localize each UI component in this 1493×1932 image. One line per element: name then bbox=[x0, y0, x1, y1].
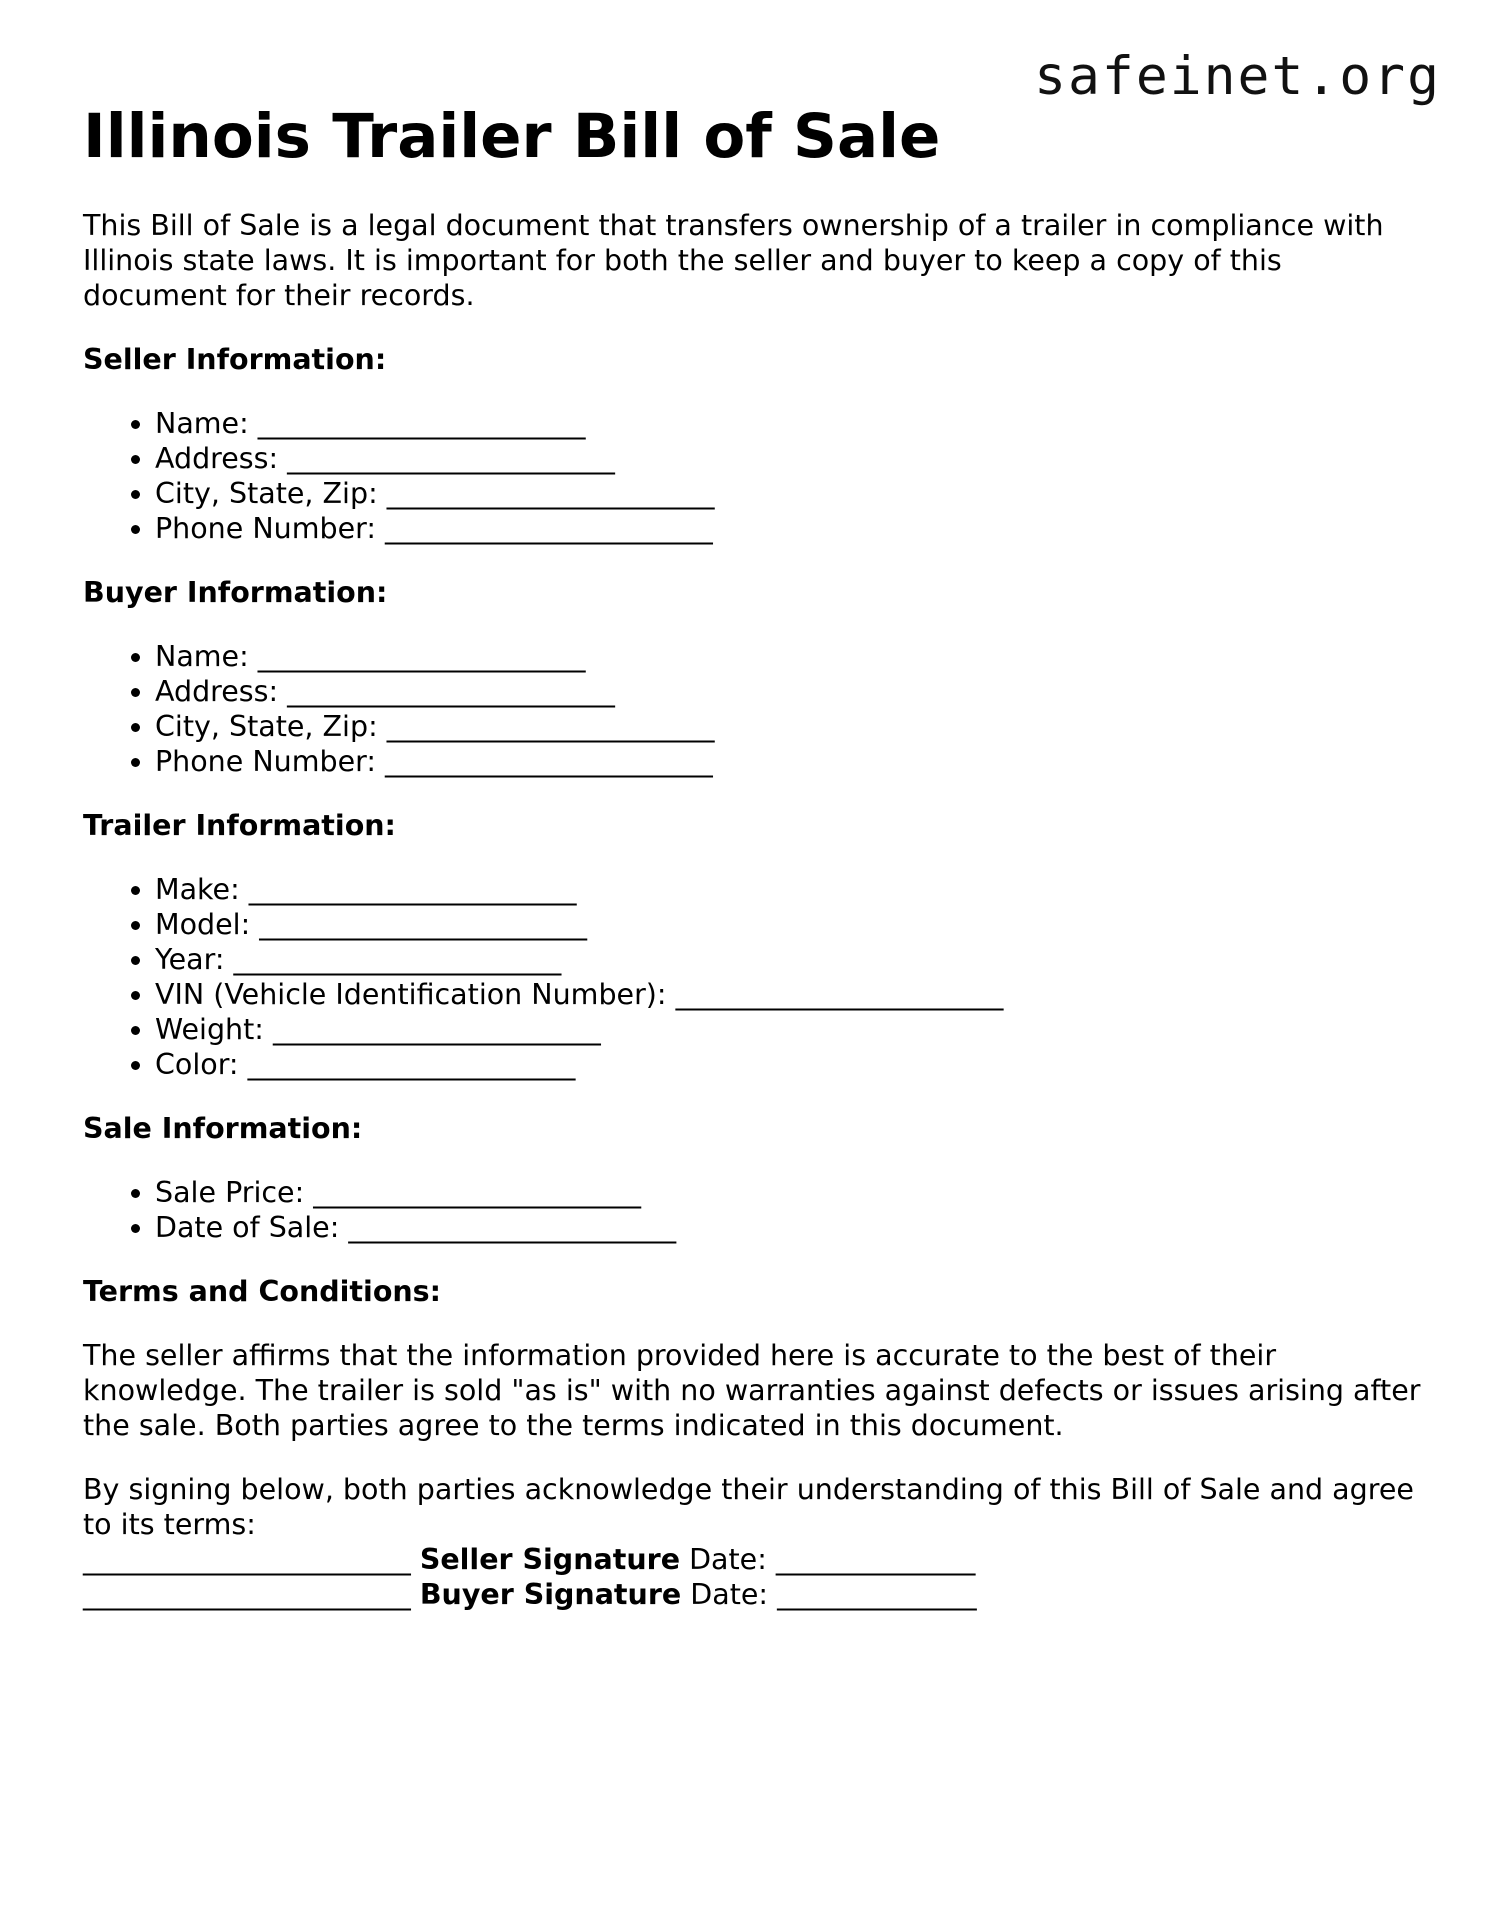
date-label: Date: bbox=[689, 1543, 767, 1577]
seller-fields-list bbox=[83, 406, 1423, 546]
buyer-field-city-state-zip: • City, State, Zip: _______________________ bbox=[155, 709, 1423, 744]
trailer-fields-list bbox=[83, 872, 1423, 1082]
buyer-field-phone: • Phone Number: _______________________ bbox=[155, 744, 1423, 779]
blank-line: _______________________ bbox=[287, 442, 615, 476]
blank-line: _______________________ bbox=[348, 1211, 677, 1245]
trailer-field-weight: • Weight: _______________________ bbox=[155, 1012, 1423, 1047]
terms-heading: Terms and Conditions: bbox=[83, 1275, 442, 1309]
date-label: Date: bbox=[690, 1578, 769, 1612]
document-title: Illinois Trailer Bill of Sale bbox=[83, 101, 941, 172]
blank-line: _______________________ bbox=[233, 943, 562, 977]
sale-field-date: • Date of Sale: _______________________ bbox=[155, 1210, 1423, 1245]
blank-line: _______________________ bbox=[675, 978, 1004, 1012]
trailer-field-make: • Make: _______________________ bbox=[155, 872, 1423, 907]
blank-line: _______________________ bbox=[385, 512, 713, 546]
seller-field-phone: • Phone Number: _______________________ bbox=[155, 511, 1423, 546]
signature-blank: _______________________ bbox=[83, 1578, 411, 1612]
buyer-fields-list bbox=[83, 639, 1423, 779]
blank-line: _______________________ bbox=[257, 407, 586, 441]
intro-paragraph: This Bill of Sale is a legal document that transfers ownership of a trailer in compliance with Illinois state laws. It is important for both the seller and buyer to keep a copy of this document for their records. bbox=[83, 209, 1384, 313]
buyer-heading: Buyer Information: bbox=[83, 576, 388, 610]
buyer-signature-line bbox=[83, 1577, 1423, 1612]
seller-field-name: • Name: _______________________ bbox=[155, 406, 1423, 441]
seller-signature-line bbox=[83, 1542, 1423, 1577]
blank-line: _______________________ bbox=[248, 873, 577, 907]
trailer-field-color: • Color: _______________________ bbox=[155, 1047, 1423, 1082]
document-page bbox=[83, 100, 1423, 1612]
trailer-field-year: • Year: _______________________ bbox=[155, 942, 1423, 977]
sale-heading: Sale Information: bbox=[83, 1112, 363, 1146]
buyer-field-name: • Name: _______________________ bbox=[155, 639, 1423, 674]
sale-field-price: • Sale Price: _______________________ bbox=[155, 1175, 1423, 1210]
blank-line: _______________________ bbox=[385, 745, 713, 779]
blank-line: _______________________ bbox=[272, 1013, 601, 1047]
date-blank: ______________ bbox=[777, 1578, 977, 1612]
buyer-signature-label: Buyer Signature bbox=[419, 1578, 682, 1612]
seller-field-address: • Address: _______________________ bbox=[155, 441, 1423, 476]
seller-heading: Seller Information: bbox=[83, 343, 387, 377]
blank-line: _______________________ bbox=[386, 477, 715, 511]
buyer-field-address: • Address: _______________________ bbox=[155, 674, 1423, 709]
seller-signature-label: Seller Signature bbox=[419, 1543, 681, 1577]
acknowledge-paragraph: By signing below, both parties acknowledge their understanding of this Bill of Sale and agree to its terms: bbox=[83, 1473, 1414, 1542]
blank-line: _______________________ bbox=[257, 640, 586, 674]
trailer-field-model: • Model: _______________________ bbox=[155, 907, 1423, 942]
blank-line: _______________________ bbox=[259, 908, 587, 942]
blank-line: _______________________ bbox=[247, 1048, 576, 1082]
date-blank: ______________ bbox=[775, 1543, 976, 1577]
watermark-logo: safeinet.org bbox=[1034, 46, 1441, 107]
blank-line: _______________________ bbox=[386, 710, 715, 744]
blank-line: _______________________ bbox=[313, 1176, 642, 1210]
signature-blank: _______________________ bbox=[83, 1543, 411, 1577]
sale-fields-list bbox=[83, 1175, 1423, 1245]
seller-field-city-state-zip: • City, State, Zip: _______________________ bbox=[155, 476, 1423, 511]
trailer-field-vin: • VIN (Vehicle Identification Number): _______________________ bbox=[155, 977, 1423, 1012]
trailer-heading: Trailer Information: bbox=[83, 809, 396, 843]
blank-line: _______________________ bbox=[287, 675, 615, 709]
terms-paragraph: The seller affirms that the information provided here is accurate to the best of their knowledge. The trailer is sold "as is" with no warranties against defects or issues arising after the sale. Both parties agree to the terms indicated in this document. bbox=[83, 1339, 1421, 1443]
